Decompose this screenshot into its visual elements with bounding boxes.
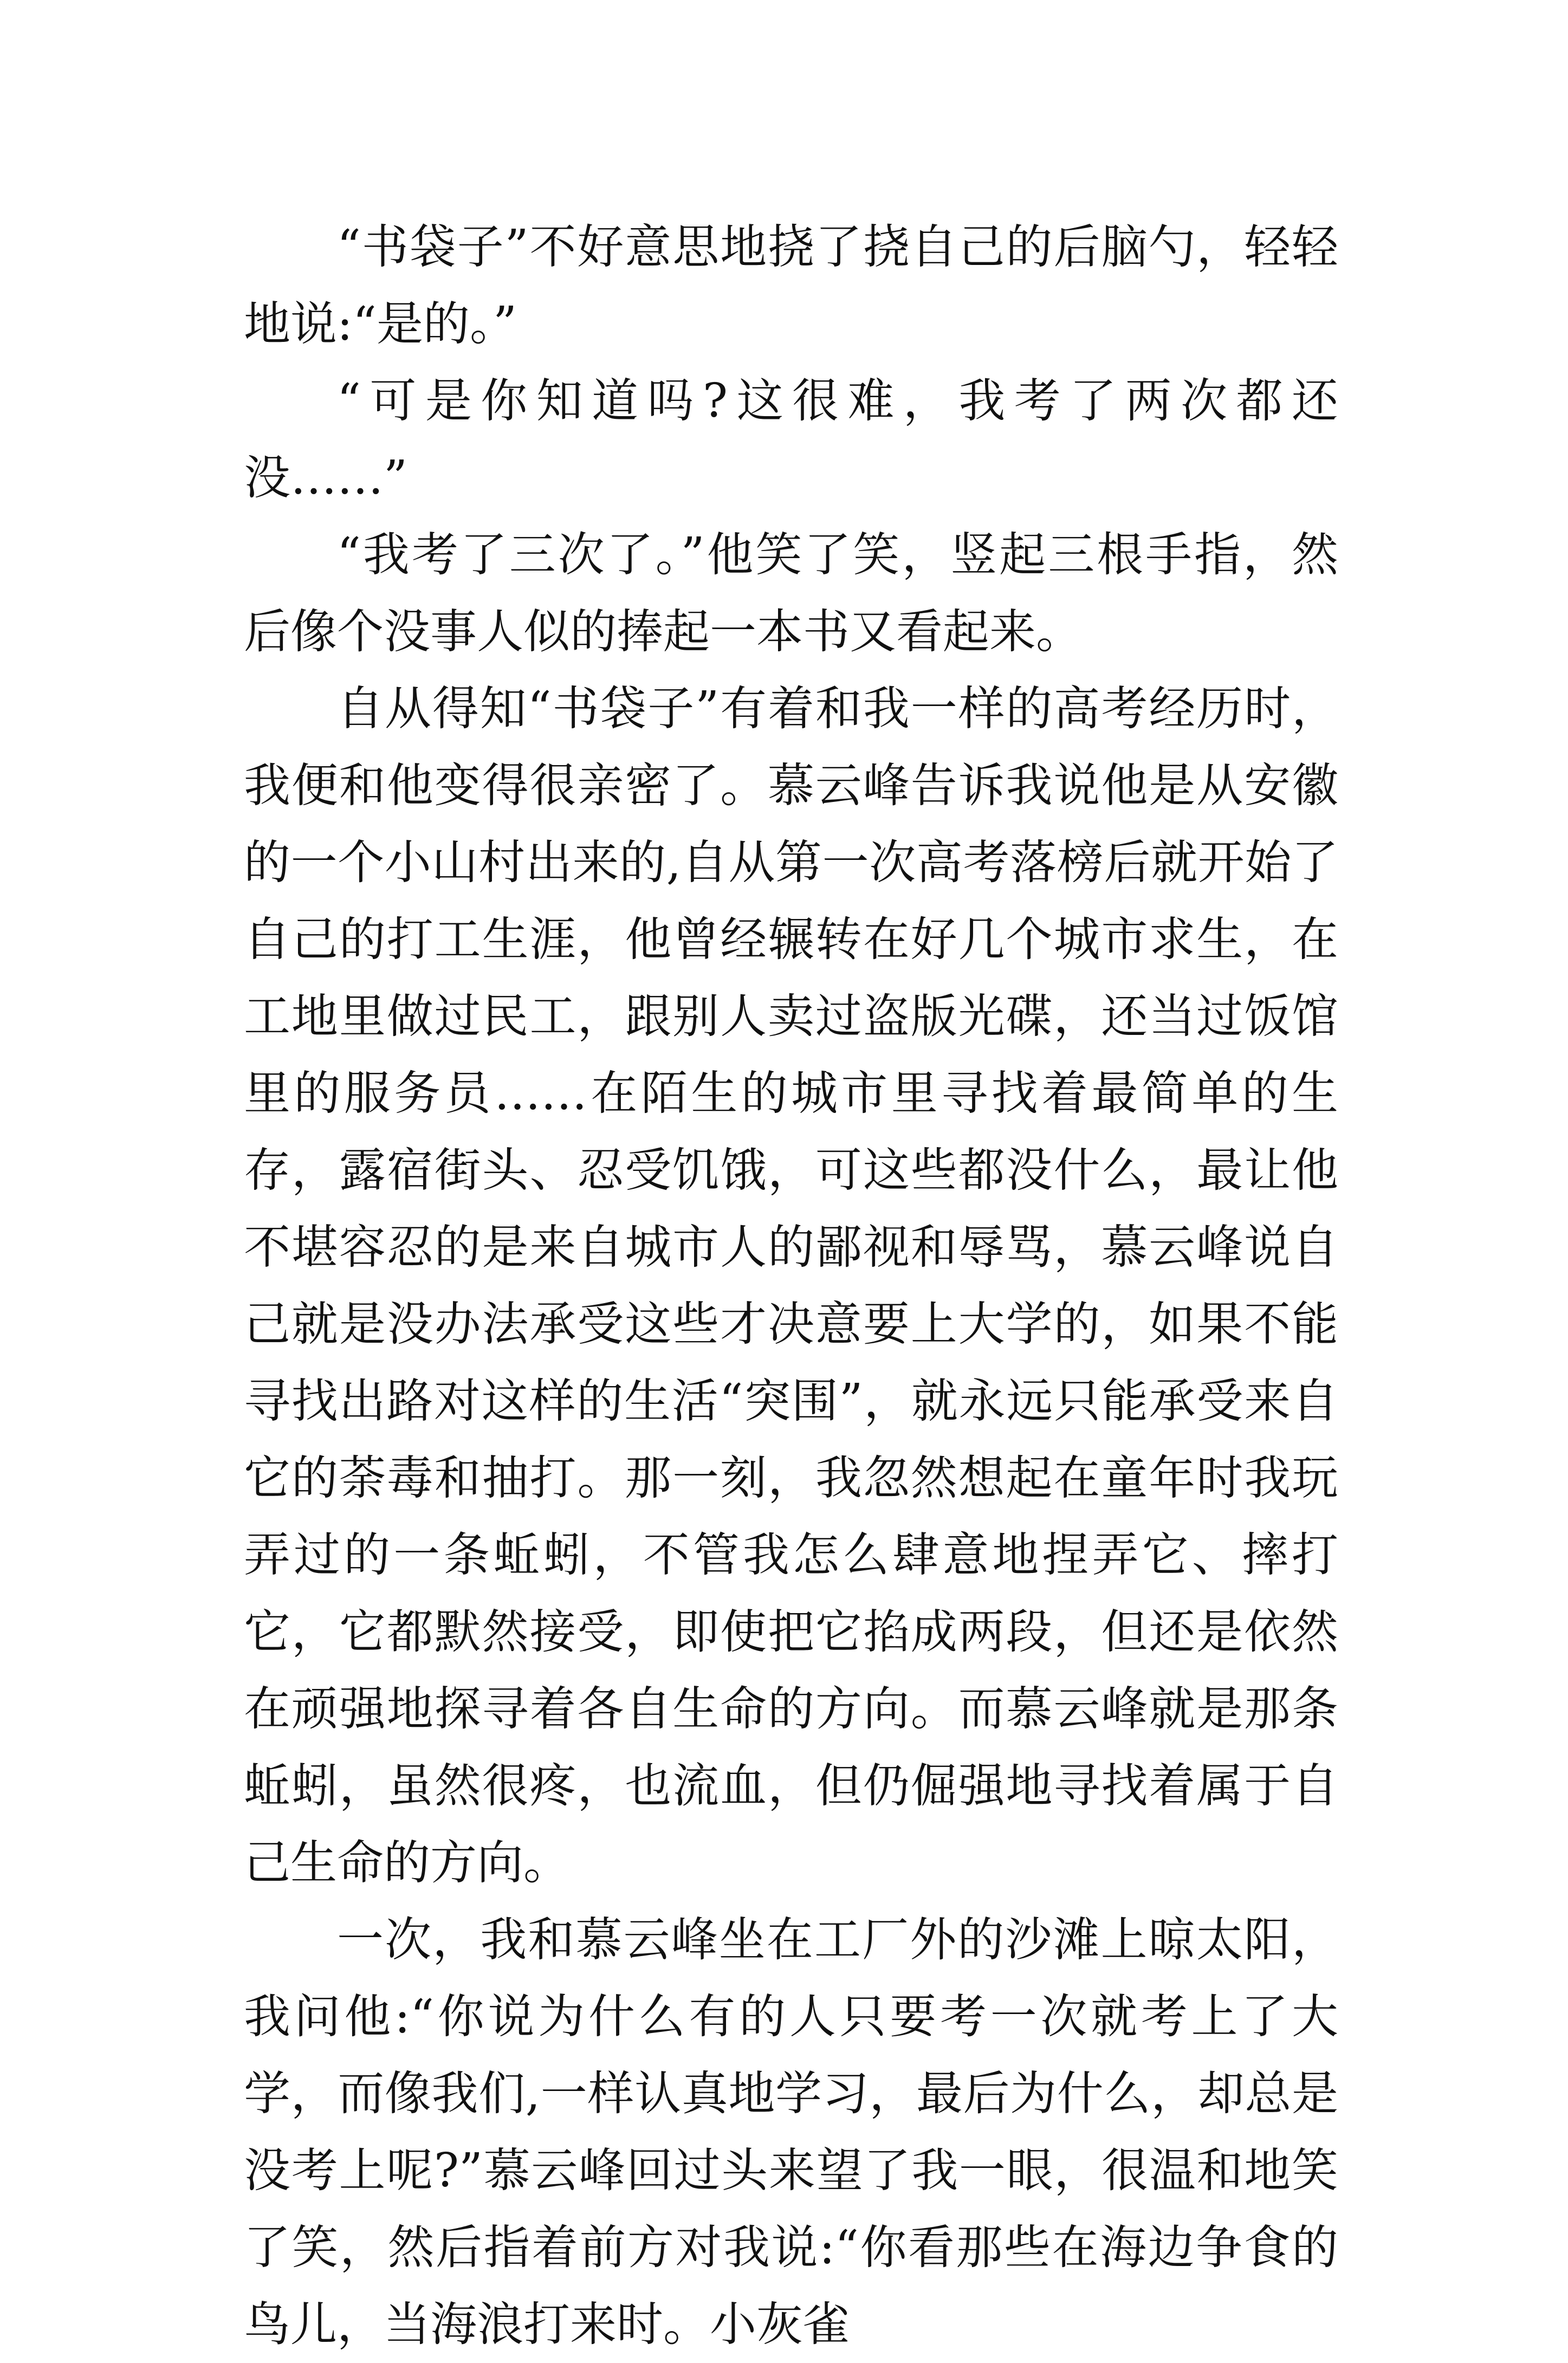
paragraph: “可是你知道吗?这很难，我考了两次都还没……” bbox=[244, 374, 1338, 505]
paragraph: “书袋子”不好意思地挠了挠自己的后脑勺，轻轻地说:“是的。” bbox=[244, 220, 1338, 351]
paragraph: 一次，我和慕云峰坐在工厂外的沙滩上晾太阳，我问他:“你说为什么有的人只要考一次就考上了大学，而像我们,一样认真地学习，最后为什么，却总是没考上呢?”慕云峰回过头来望了我一眼，很温和地笑了笑，然后指着前方对我说:“你看那些在海边争食的鸟儿，当海浪打来时。小灰雀 bbox=[244, 1913, 1338, 2352]
paragraph: 自从得知“书袋子”有着和我一样的高考经历时，我便和他变得很亲密了。慕云峰告诉我说他是从安徽的一个小山村出来的,自从第一次高考落榜后就开始了自己的打工生涯，他曾经辗转在好几个城市求生，在工地里做过民工，跟别人卖过盗版光碟，还当过饭馆里的服务员……在陌生的城市里寻找着最简单的生存，露宿街头、忍受饥饿，可这些都没什么，最让他不堪容忍的是来自城市人的鄙视和辱骂，慕云峰说自己就是没办法承受这些才决意要上大学的，如果不能寻找出路对这样的生活“突围”，就永远只能承受来自它的荼毒和抽打。那一刻，我忽然想起在童年时我玩弄过的一条蚯蚓，不管我怎么肆意地捏弄它、摔打它，它都默然接受，即使把它掐成两段，但还是依然在顽强地探寻着各自生命的方向。而慕云峰就是那条蚯蚓，虽然很疼，也流血，但仍倔强地寻找着属于自己生命的方向。 bbox=[244, 682, 1338, 1890]
document-page bbox=[244, 209, 1338, 2363]
paragraph: “我考了三次了。”他笑了笑，竖起三根手指，然后像个没事人似的捧起一本书又看起来。 bbox=[244, 528, 1338, 659]
